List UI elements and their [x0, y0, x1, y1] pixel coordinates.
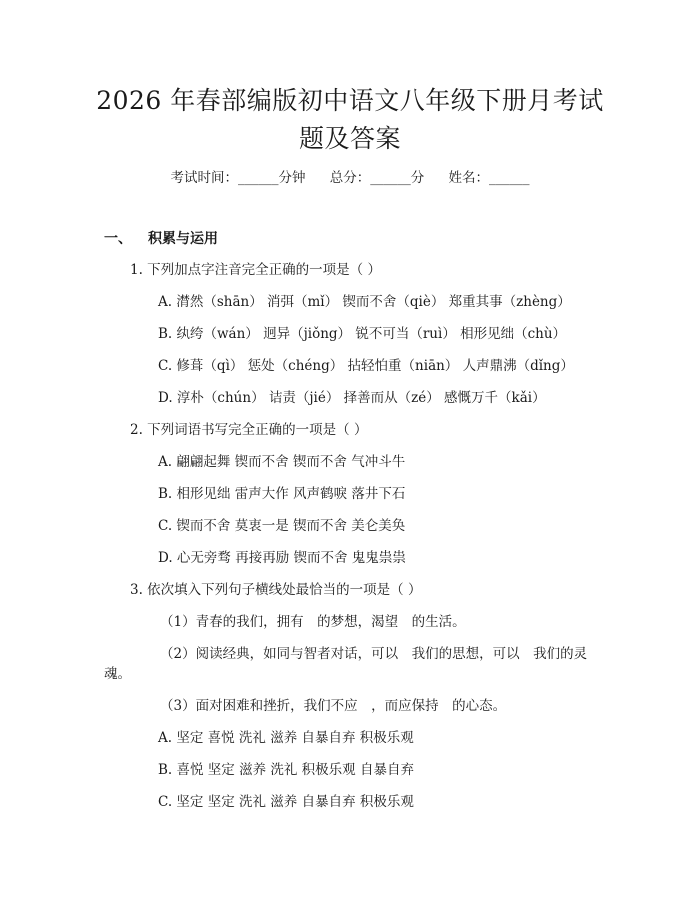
question-3-sentence-3: （3）面对困难和挫折，我们不应 ，而应保持 的心态。	[160, 698, 507, 714]
question-3-sentence-2-continued: 魂。	[104, 666, 131, 682]
question-2-option-c: C. 锲而不舍 莫衷一是 锲而不舍 美仑美奂	[158, 518, 406, 534]
question-3-option-b: B. 喜悦 坚定 滋养 洗礼 积极乐观 自暴自弃	[158, 762, 414, 778]
total-score-field: 总分：______分	[329, 170, 425, 186]
question-3-option-c: C. 坚定 坚定 洗礼 滋养 自暴自弃 积极乐观	[158, 794, 414, 810]
question-2-option-d: D. 心无旁骛 再接再励 锲而不舍 鬼鬼祟祟	[158, 550, 406, 566]
question-2-option-a: A. 翩翩起舞 锲而不舍 锲而不舍 气冲斗牛	[158, 454, 406, 470]
question-1-option-a: A. 潸然（shān） 消弭（mǐ） 锲而不舍（qiè） 郑重其事（zhèng）	[158, 294, 571, 310]
section-title: 积累与运用	[148, 231, 218, 247]
question-2-option-b: B. 相形见绌 雷声大作 风声鹤唳 落井下石	[158, 486, 406, 502]
question-3-stem: 3. 依次填入下列句子横线处最恰当的一项是（ ）	[130, 582, 422, 598]
question-3-sentence-2: （2）阅读经典，如同与智者对话，可以 我们的思想，可以 我们的灵	[160, 646, 588, 662]
question-1-option-d: D. 淳朴（chún） 诘责（jié） 择善而从（zé） 感慨万千（kǎi）	[158, 390, 546, 406]
question-1-stem: 1. 下列加点字注音完全正确的一项是（ ）	[130, 262, 381, 278]
page-title-line-2: 题及答案	[298, 124, 401, 153]
question-1-option-b: B. 纨绔（wán） 迥异（jiǒng） 锐不可当（ruì） 相形见绌（chù）	[158, 326, 567, 342]
question-3-option-a: A. 坚定 喜悦 洗礼 滋养 自暴自弃 积极乐观	[158, 730, 414, 746]
section-heading	[104, 228, 218, 248]
page-title-line-1: 2026 年春部编版初中语文八年级下册月考试	[96, 86, 604, 115]
student-name-field: 姓名：______	[448, 170, 530, 186]
section-number: 一、	[104, 231, 132, 247]
exam-info-row	[0, 166, 700, 186]
question-3-sentence-1: （1）青春的我们，拥有 的梦想，渴望 的生活。	[160, 614, 466, 630]
question-2-stem: 2. 下列词语书写完全正确的一项是（ ）	[130, 422, 368, 438]
exam-time-field: 考试时间：______分钟	[170, 170, 306, 186]
question-1-option-c: C. 修葺（qì） 惩处（chéng） 拈轻怕重（niān） 人声鼎沸（dǐng）	[158, 358, 574, 374]
